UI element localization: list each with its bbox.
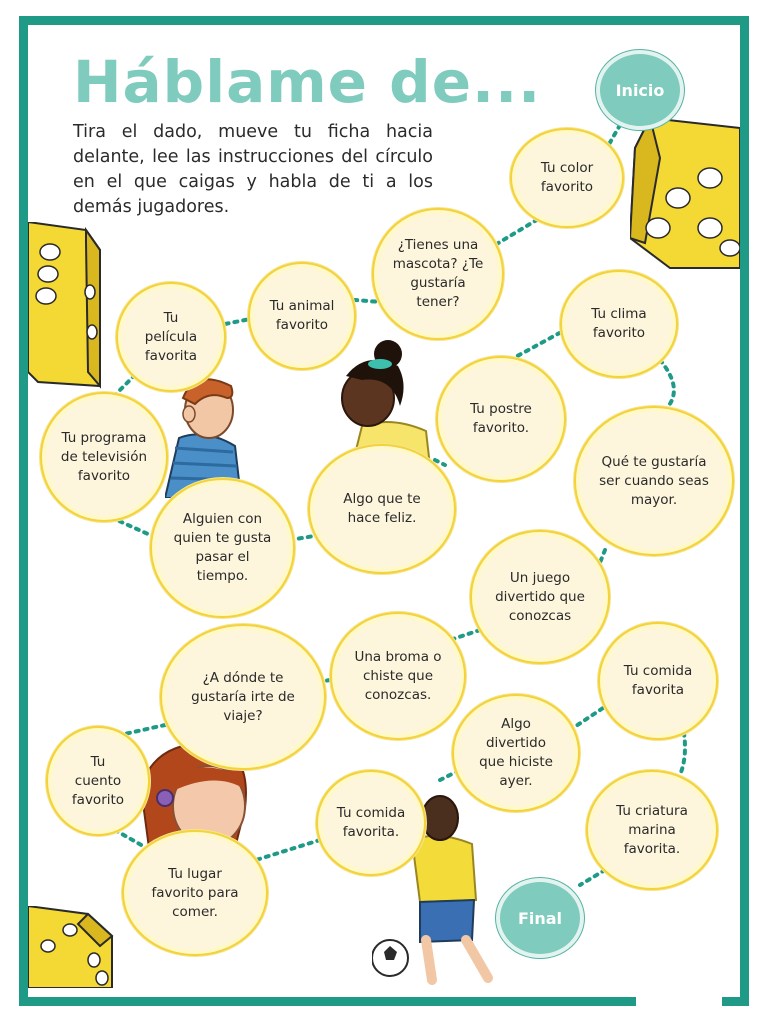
space-label: Tu criatura marina favorita. [616,802,688,857]
space-broma-chiste[interactable] [330,612,466,740]
space-alguien-con-quien[interactable] [150,478,295,618]
space-lugar-para-comer[interactable] [122,830,268,956]
space-label: Alguien con quien te gusta pasar el tiempo. [173,511,272,584]
space-label: Tu lugar favorito para comer. [151,865,239,920]
space-label: Tu clima favorito [591,306,647,341]
space-label: Una broma o chiste que conozcas. [354,648,442,703]
space-comida-favorita-derecha[interactable] [598,622,718,740]
space-donde-irte-de-viaje[interactable] [160,624,326,770]
space-comida-favorita-centro[interactable] [316,770,426,876]
page-title: Háblame de... [73,48,542,116]
space-label: Tu postre favorito. [470,401,532,436]
space-algo-divertido-ayer[interactable] [452,694,580,812]
space-label: ¿Tienes una mascota? ¿Te gustaría tener? [392,237,484,310]
space-label: Tu color favorito [540,160,594,195]
space-label: Tu cuento favorito [71,753,125,808]
space-mascota[interactable] [372,208,504,340]
space-label: Qué te gustaría ser cuando seas mayor. [599,453,709,508]
space-que-te-gustaria-ser[interactable] [574,406,734,556]
space-label: Un juego divertido que conozcas [495,569,585,624]
space-label: Algo divertido que hiciste ayer. [479,716,553,789]
space-label: Tu programa de televisión favorito [60,429,148,484]
space-algo-que-te-hace-feliz[interactable] [308,444,456,574]
space-clima-favorito[interactable] [560,270,678,378]
start-space[interactable] [596,50,684,130]
space-label: Algo que te hace feliz. [343,491,421,526]
end-space[interactable] [496,878,584,958]
space-programa-television[interactable] [40,392,168,522]
frame-notch [636,962,722,1008]
space-cuento-favorito[interactable] [46,726,150,836]
space-juego-divertido[interactable] [470,530,610,664]
space-label: Tu película favorita [144,309,198,364]
space-criatura-marina[interactable] [586,770,718,890]
space-label: Tu comida favorita. [336,805,406,840]
space-label: Tu comida favorita [623,663,693,698]
dice-icon [28,906,114,988]
dice-icon [28,222,108,394]
end-label: Final [517,908,563,928]
space-pelicula-favorita[interactable] [116,282,226,392]
space-label: Tu animal favorito [269,298,335,333]
start-label: Inicio [615,80,665,100]
space-animal-favorito[interactable] [248,262,356,370]
space-color-favorito[interactable] [510,128,624,228]
dice-icon [630,118,740,278]
space-label: ¿A dónde te gustaría irte de viaje? [191,669,295,724]
space-postre-favorito[interactable] [436,356,566,482]
instructions-text: Tira el dado, mueve tu ficha hacia delante, lee las instrucciones del círculo en el que caigas y habla de ti a los demás jugadores. [73,122,433,217]
